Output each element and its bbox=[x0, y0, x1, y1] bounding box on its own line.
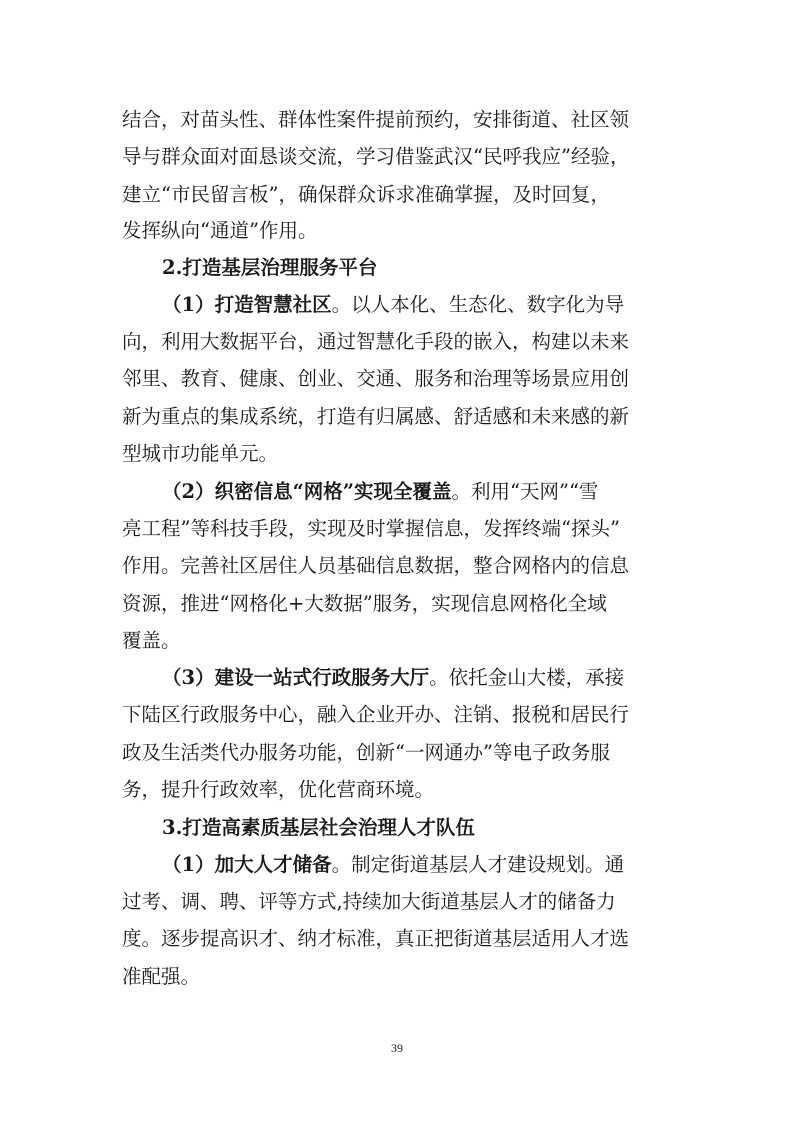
paragraph-line: 邻里、教育、健康、创业、交通、服务和治理等场景应用创 bbox=[122, 367, 630, 390]
paragraph-text: 。制定街道基层人才建设规划。通 bbox=[331, 853, 625, 876]
paragraph-line: 发挥纵向“通道”作用。 bbox=[122, 219, 318, 242]
paragraph-line: 亮工程”等科技手段，实现及时掌握信息，发挥终端“探头” bbox=[122, 517, 620, 540]
page-number: 39 bbox=[391, 1041, 403, 1055]
paragraph-line: 度。逐步提高识才、纳才标准，真正把街道基层适用人才选 bbox=[122, 927, 630, 950]
paragraph-line: 准配强。 bbox=[122, 965, 201, 988]
paragraph-lead: （2）织密信息“网格”实现全覆盖 bbox=[162, 480, 452, 503]
paragraph-line bbox=[0, 850, 794, 880]
paragraph-line: 建立“市民留言板”，确保群众诉求准确掌握，及时回复， bbox=[122, 183, 610, 206]
paragraph-line: 作用。完善社区居住人员基础信息数据，整合网格内的信息 bbox=[122, 554, 630, 577]
paragraph-line: 资源，推进“网格化+大数据”服务，实现信息网格化全域 bbox=[122, 592, 607, 615]
paragraph-line: 向，利用大数据平台，通过智慧化手段的嵌入，构建以未来 bbox=[122, 330, 630, 353]
paragraph-text: 。依托金山大楼，承接 bbox=[429, 666, 625, 689]
paragraph-line: 结合，对苗头性、群体性案件提前预约，安排街道、社区领 bbox=[122, 108, 630, 131]
section-heading: 2.打造基层治理服务平台 bbox=[162, 256, 378, 279]
paragraph-line: 下陆区行政服务中心，融入企业开办、注销、报税和居民行 bbox=[122, 703, 630, 726]
paragraph-line: 导与群众面对面恳谈交流，学习借鉴武汉“民呼我应”经验， bbox=[122, 145, 630, 168]
paragraph-line: 覆盖。 bbox=[122, 629, 181, 652]
section-heading: 3.打造高素质基层社会治理人才队伍 bbox=[162, 816, 475, 839]
paragraph-lead: （1）加大人才储备 bbox=[162, 853, 332, 876]
paragraph-lead: （1）打造智慧社区 bbox=[162, 293, 332, 316]
paragraph-line: 务，提升行政效率，优化营商环境。 bbox=[122, 778, 435, 801]
paragraph-line: 型城市功能单元。 bbox=[122, 442, 279, 465]
paragraph-lead: （3）建设一站式行政服务大厅 bbox=[162, 666, 430, 689]
paragraph-line: 新为重点的集成系统，打造有归属感、舒适感和未来感的新 bbox=[122, 405, 630, 428]
paragraph-line: 过考、调、聘、评等方式,持续加大街道基层人才的储备力 bbox=[122, 890, 616, 913]
paragraph-line bbox=[0, 477, 794, 507]
paragraph-line bbox=[0, 663, 794, 693]
paragraph-text: 。利用“天网”“雪 bbox=[451, 480, 599, 503]
paragraph-line bbox=[0, 290, 794, 320]
paragraph-line: 政及生活类代办服务功能，创新“一网通办”等电子政务服 bbox=[122, 741, 610, 764]
paragraph-text: 。以人本化、生态化、数字化为导 bbox=[331, 293, 625, 316]
